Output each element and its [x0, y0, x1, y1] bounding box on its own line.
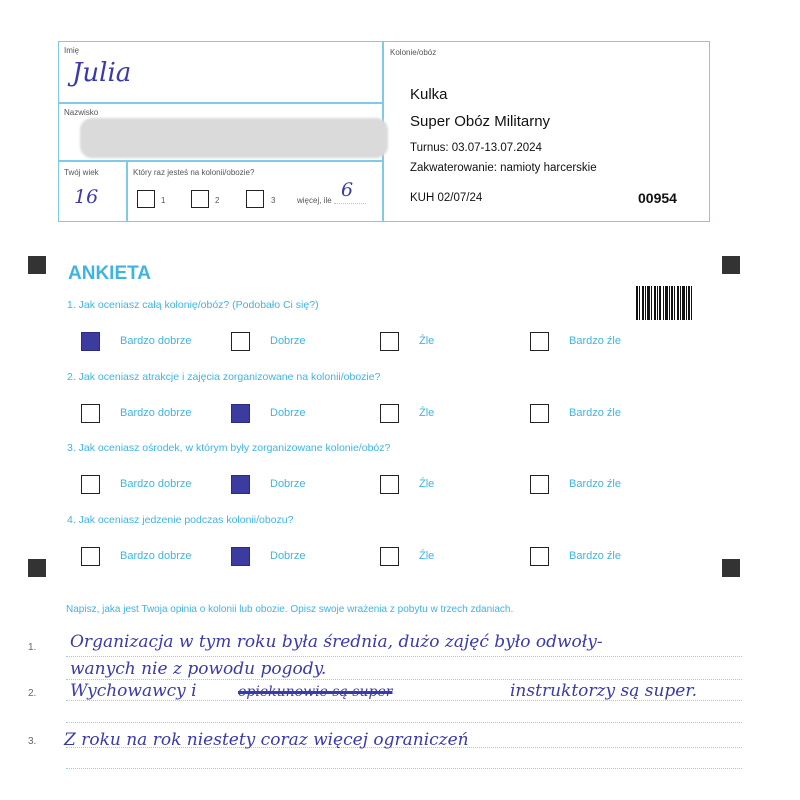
camp-label: Kolonie/obóz	[390, 48, 437, 57]
times-more-line	[334, 203, 366, 204]
question-1-checkbox-2[interactable]	[231, 332, 250, 351]
header-divider-h1	[58, 102, 383, 104]
question-4-option-label: Źle	[419, 550, 435, 562]
times-checkbox-3[interactable]	[246, 190, 264, 208]
question-3-checkbox-4[interactable]	[530, 475, 549, 494]
question-1-checkbox-4[interactable]	[530, 332, 549, 351]
question-2-text: 2. Jak oceniasz atrakcje i zajęcia zorganizowane na kolonii/obozie?	[67, 371, 381, 383]
writing-line-2	[66, 679, 742, 680]
header-divider-h2	[58, 160, 383, 162]
question-2-option-label: Bardzo dobrze	[120, 407, 192, 419]
age-label: Twój wiek	[64, 168, 99, 177]
question-1-option-label: Dobrze	[270, 335, 306, 347]
first-name-value[interactable]: Julia	[72, 58, 132, 88]
header-divider-age	[126, 160, 128, 222]
line-number-3: 3.	[28, 736, 37, 747]
question-4-checkbox-4[interactable]	[530, 547, 549, 566]
question-4-checkbox-3[interactable]	[380, 547, 399, 566]
writing-line-4	[66, 722, 742, 723]
times-more-value[interactable]: 6	[341, 179, 354, 201]
camp-title: Super Obóz Militarny	[410, 113, 551, 130]
times-more-label: więcej, ile	[297, 196, 332, 205]
camp-number: 00954	[638, 190, 677, 206]
question-1-option-label: Źle	[419, 335, 435, 347]
question-4-text: 4. Jak oceniasz jedzenie podczas kolonii/obozu?	[67, 514, 294, 526]
registration-mark-bottom-right	[722, 559, 740, 577]
times-option-3: 3	[271, 196, 276, 205]
question-2-checkbox-3[interactable]	[380, 404, 399, 423]
registration-mark-top-left	[28, 256, 46, 274]
times-option-1: 1	[161, 196, 166, 205]
times-option-2: 2	[215, 196, 220, 205]
question-1-text: 1. Jak oceniasz całą kolonię/obóz? (Podobało Ci się?)	[67, 299, 319, 311]
question-3-checkbox-2[interactable]	[231, 475, 250, 494]
question-1-checkbox-1[interactable]	[81, 332, 100, 351]
question-3-option-label: Bardzo źle	[569, 478, 621, 490]
question-2-checkbox-1[interactable]	[81, 404, 100, 423]
survey-title: ANKIETA	[68, 263, 152, 284]
line-number-1: 1.	[28, 642, 37, 653]
redaction-box	[80, 118, 388, 158]
question-4-checkbox-2[interactable]	[231, 547, 250, 566]
question-1-option-label: Bardzo dobrze	[120, 335, 192, 347]
opinion-line-3[interactable]: Wychowawcy i	[70, 681, 197, 701]
question-2-option-label: Bardzo źle	[569, 407, 621, 419]
last-name-label: Nazwisko	[64, 108, 99, 117]
question-4-checkbox-1[interactable]	[81, 547, 100, 566]
question-2-option-label: Źle	[419, 407, 435, 419]
first-name-label: Imię	[64, 46, 80, 55]
camp-turnus: Turnus: 03.07-13.07.2024	[410, 142, 542, 154]
line-number-2: 2.	[28, 688, 37, 699]
question-3-checkbox-3[interactable]	[380, 475, 399, 494]
question-2-option-label: Dobrze	[270, 407, 306, 419]
question-4-option-label: Bardzo źle	[569, 550, 621, 562]
question-1-checkbox-3[interactable]	[380, 332, 399, 351]
camp-code: KUH 02/07/24	[410, 192, 483, 204]
question-4-option-label: Dobrze	[270, 550, 306, 562]
question-3-option-label: Bardzo dobrze	[120, 478, 192, 490]
registration-mark-bottom-left	[28, 559, 46, 577]
question-3-option-label: Źle	[419, 478, 435, 490]
age-value[interactable]: 16	[74, 186, 99, 208]
opinion-line-2[interactable]: wanych nie z powodu pogody.	[70, 659, 327, 679]
writing-line-6	[66, 768, 742, 769]
question-4-option-label: Bardzo dobrze	[120, 550, 192, 562]
question-2-checkbox-2[interactable]	[231, 404, 250, 423]
camp-name: Kulka	[410, 86, 448, 103]
question-3-text: 3. Jak oceniasz ośrodek, w którym były zorganizowane kolonie/obóz?	[67, 442, 391, 454]
registration-mark-top-right	[722, 256, 740, 274]
barcode-icon	[636, 286, 692, 320]
opinion-prompt: Napisz, jaka jest Twoja opinia o kolonii lub obozie. Opisz swoje wrażenia z pobytu w trzech zdaniach.	[66, 604, 514, 615]
times-checkbox-1[interactable]	[137, 190, 155, 208]
question-3-option-label: Dobrze	[270, 478, 306, 490]
times-checkbox-2[interactable]	[191, 190, 209, 208]
writing-line-1	[66, 656, 742, 657]
opinion-line-3-continued[interactable]: instruktorzy są super.	[510, 681, 698, 701]
camp-accommodation: Zakwaterowanie: namioty harcerskie	[410, 162, 597, 174]
opinion-line-4[interactable]: Z roku na rok niestety coraz więcej ograniczeń	[64, 730, 469, 750]
question-2-checkbox-4[interactable]	[530, 404, 549, 423]
opinion-line-1[interactable]: Organizacja w tym roku była średnia, dużo zajęć było odwoły-	[70, 632, 603, 652]
times-label: Który raz jesteś na kolonii/obozie?	[133, 168, 255, 177]
question-1-option-label: Bardzo źle	[569, 335, 621, 347]
opinion-crossed-text[interactable]: opiekunowie są super	[238, 684, 393, 700]
question-3-checkbox-1[interactable]	[81, 475, 100, 494]
